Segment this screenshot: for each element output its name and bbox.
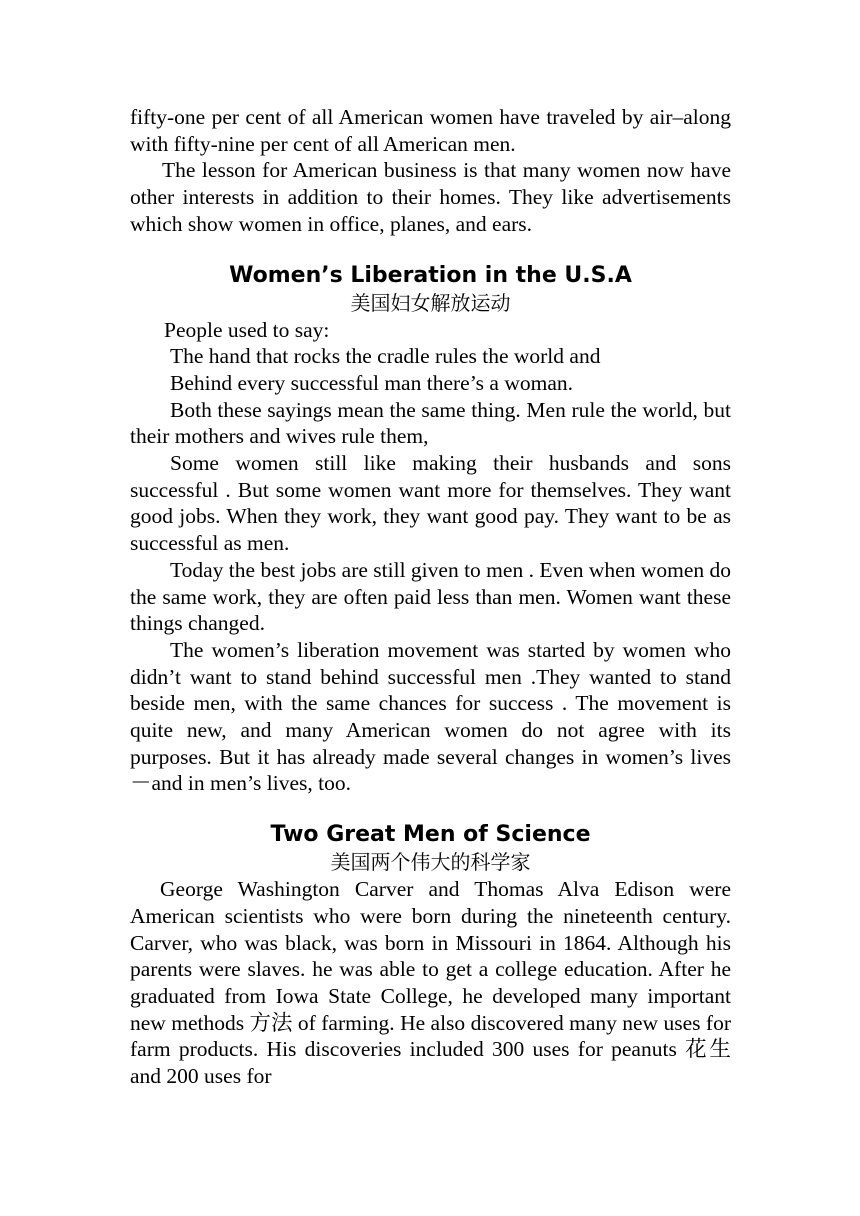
body-paragraph: The women’s liberation movement was started by women who didn’t want to stand behind successful men .They wanted to stand beside men, with the same chances for success . The movement is quite new, and many American women do not agree with its purposes. But it has already made several changes in women’s lives－and in men’s lives, too.	[130, 637, 731, 796]
body-paragraph: Today the best jobs are still given to men . Even when women do the same work, they are often paid less than men. Women want these things changed.	[130, 557, 731, 636]
saying-intro-line: People used to say:	[164, 317, 330, 342]
body-paragraph: George Washington Carver and Thomas Alva Edison were American scientists who were born during the nineteenth century. Carver, who was black, was born in Missouri in 1864. Although his parents were slaves. he was able to get a college education. After he graduated from Iowa State College, he developed many important new methods 方法 of farming. He also discovered many new uses for farm products. His discoveries included 300 uses for peanuts 花生 and 200 uses for	[130, 877, 731, 1089]
section-title-womens-liberation: Women’s Liberation in the U.S.A	[229, 262, 632, 288]
body-paragraph: Both these sayings mean the same thing. Men rule the world, but their mothers and wives rule them,	[130, 397, 731, 449]
section-title-two-great-men: Two Great Men of Science	[270, 822, 591, 848]
document-page	[130, 104, 731, 1090]
saying-line-1: The hand that rocks the cradle rules the world and	[170, 344, 601, 369]
section-subtitle-two-great-men: 美国两个伟大的科学家	[330, 850, 531, 875]
saying-line-2: Behind every successful man there’s a woman.	[170, 370, 573, 395]
body-paragraph: Some women still like making their husbands and sons successful . But some women want more for themselves. They want good jobs. When they work, they want good pay. They want to be as successful as men.	[130, 451, 731, 556]
section-subtitle-womens-liberation: 美国妇女解放运动	[350, 290, 511, 315]
intro-paragraph-1: fifty-one per cent of all American women have traveled by air–along with fifty-nine per cent of all American men.	[130, 105, 731, 156]
intro-paragraph-2: The lesson for American business is that many women now have other interests in addition to their homes. They like advertisements which show women in office, planes, and ears.	[130, 158, 731, 236]
